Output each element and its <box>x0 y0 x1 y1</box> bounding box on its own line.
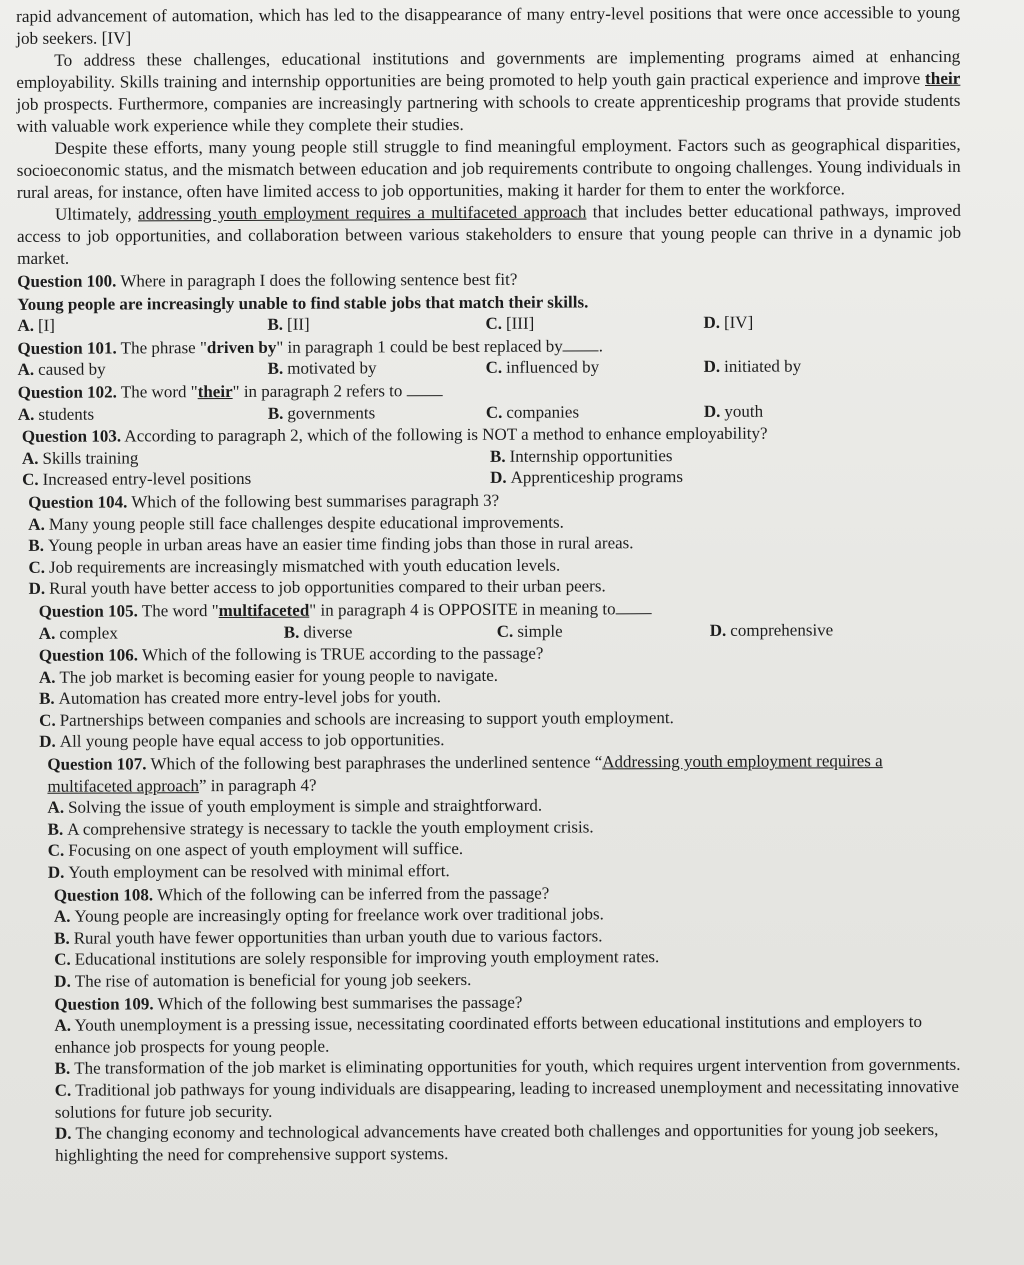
question-text: Which of the following can be inferred from the passage? <box>157 883 550 904</box>
option-a[interactable] <box>18 358 268 381</box>
question-109 <box>20 989 965 1166</box>
paragraph-4-underlined-sentence: addressing youth employment requires a multifaceted approach <box>137 202 587 224</box>
option-text: students <box>38 404 95 424</box>
option-letter: B. <box>267 359 284 379</box>
paragraph-4-text-b: that includes better educational pathways, improved access to job opportunities, and collaboration between various stakeholders to ensure that young people can thrive in a dynamic job market. <box>16 200 962 268</box>
question-text-pre: The word " <box>141 600 219 621</box>
question-101 <box>17 334 961 381</box>
option-text: Focusing on one aspect of youth employment will suffice. <box>68 839 464 861</box>
option-text: Partnerships between companies and schools are increasing to support youth employment. <box>59 707 674 730</box>
option-text: The changing economy and technological advancements have created both challenges and opportunities for young job seekers, highlighting the need for comprehensive support systems. <box>54 1120 939 1165</box>
option-d[interactable] <box>39 727 963 753</box>
option-letter: B. <box>283 622 300 642</box>
option-text: diverse <box>303 621 353 642</box>
option-letter: A. <box>17 316 34 336</box>
option-letter: C. <box>28 557 46 577</box>
option-text: companies <box>506 402 580 422</box>
option-b[interactable] <box>267 313 485 336</box>
answer-blank <box>407 381 443 396</box>
paragraph-1-tail: rapid advancement of automation, which has led to the disappearance of many entry-level positions that were once accessible to young job seekers. [IV] <box>16 2 961 48</box>
question-label: Question 100. <box>17 271 117 291</box>
option-text: governments <box>287 402 376 423</box>
option-text: Internship opportunities <box>509 445 673 466</box>
question-text: Which of the following is TRUE according to the passage? <box>141 643 544 665</box>
question-text: Which of the following best summarises paragraph 3? <box>131 490 500 512</box>
option-b[interactable] <box>490 444 926 467</box>
option-text: initiated by <box>724 356 802 377</box>
option-text: Youth employment can be resolved with minimal effort. <box>68 861 450 882</box>
option-text: A comprehensive strategy is necessary to tackle the youth employment crisis. <box>67 817 594 839</box>
option-letter: B. <box>54 1059 71 1079</box>
question-102 <box>18 378 962 425</box>
paragraph-2-reference-word: their <box>924 68 961 88</box>
question-term: their <box>197 381 233 402</box>
answer-blank <box>563 336 599 351</box>
option-d[interactable] <box>704 355 922 378</box>
option-letter: B. <box>39 689 55 709</box>
option-d[interactable] <box>710 618 923 641</box>
option-text: Rural youth have fewer opportunities than urban youth due to various factors. <box>73 926 603 948</box>
option-letter: D. <box>39 732 56 752</box>
question-label: Question 109. <box>54 993 154 1014</box>
option-text: Educational institutions are solely responsible for improving youth employment rates. <box>74 947 660 970</box>
option-c[interactable] <box>22 467 490 491</box>
question-text: Where in paragraph I does the following sentence best fit? <box>120 269 518 291</box>
option-text: Rural youth have better access to job opportunities compared to their urban peers. <box>49 576 606 599</box>
option-text: Young people are increasingly opting for freelance work over traditional jobs. <box>74 904 604 926</box>
option-a[interactable] <box>39 621 284 644</box>
option-letter: D. <box>54 971 71 991</box>
option-b[interactable] <box>268 357 486 380</box>
option-letter: A. <box>53 906 71 926</box>
option-text: caused by <box>38 359 106 380</box>
option-text: youth <box>724 401 764 421</box>
options-list <box>54 902 964 992</box>
option-text: The transformation of the job market is eliminating opportunities for youth, which requires urgent intervention from governments. <box>74 1055 961 1079</box>
option-c[interactable] <box>485 312 703 335</box>
option-letter: C. <box>54 950 71 970</box>
options-list <box>28 509 962 599</box>
question-101-stem: Question 101. The phrase "driven by" in paragraph 1 could be best replaced by . <box>17 336 604 358</box>
question-108 <box>20 880 964 992</box>
option-text: The rise of automation is beneficial for young job seekers. <box>74 969 472 991</box>
options-row <box>39 618 963 644</box>
option-letter: C. <box>496 621 514 641</box>
question-103 <box>18 422 962 491</box>
option-letter: A. <box>17 404 35 424</box>
option-d[interactable] <box>703 311 921 334</box>
option-text: [I] <box>37 315 55 336</box>
option-text: comprehensive <box>730 619 834 640</box>
option-letter: A. <box>38 667 56 687</box>
option-text: Many young people still face challenges despite educational improvements. <box>48 512 564 534</box>
question-text-pre: The word " <box>120 382 198 402</box>
option-c[interactable] <box>497 619 710 642</box>
answer-blank <box>616 599 652 614</box>
option-c[interactable] <box>486 356 704 379</box>
option-letter: C. <box>47 841 65 861</box>
paragraph-2-text-b: job prospects. Furthermore, companies are increasingly partnering with schools to create apprenticeship programs that provide students with valuable work experience while they complete their studies. <box>16 90 961 136</box>
option-letter: C. <box>39 710 56 730</box>
option-c[interactable] <box>486 400 704 423</box>
option-text: [IV] <box>723 312 754 333</box>
option-text: simple <box>517 621 563 641</box>
question-104 <box>18 488 962 600</box>
question-106 <box>19 641 963 753</box>
option-b[interactable] <box>284 620 497 643</box>
question-label: Question 102. <box>17 382 117 402</box>
paragraph-2-text-a: To address these challenges, educational institutions and governments are implementing programs aimed at enhancing employability. Skills training and internship opportunities are being promoted to help youth gain practical experience and improve <box>16 46 961 92</box>
question-quoted-sentence: Addressing youth employment requires a multifaceted approach <box>47 751 883 796</box>
option-text: Apprenticeship programs <box>510 467 683 488</box>
option-letter: D. <box>709 620 727 640</box>
question-100-stem <box>17 267 961 293</box>
question-text-post: " in paragraph 4 is OPPOSITE in meaning to <box>309 599 616 620</box>
question-text-post: " in paragraph 1 could be best replaced by <box>276 336 563 357</box>
option-letter: B. <box>47 819 64 839</box>
option-letter: C. <box>485 358 503 378</box>
option-letter: C. <box>485 402 503 422</box>
option-d[interactable] <box>490 465 926 488</box>
options-list <box>54 1011 965 1166</box>
question-text: Which of the following best summarises the passage? <box>157 992 523 1013</box>
option-letter: A. <box>38 623 56 643</box>
option-text: complex <box>59 622 118 643</box>
paragraph-2 <box>16 46 960 138</box>
option-text: Young people in urban areas have an easier time finding jobs than those in rural areas. <box>47 533 634 555</box>
question-term: multifaceted <box>218 600 310 620</box>
options-grid <box>22 444 962 491</box>
question-term: driven by <box>206 337 277 357</box>
option-letter: D. <box>47 862 65 882</box>
question-label: Question 105. <box>38 601 138 621</box>
option-letter: B. <box>28 535 45 556</box>
paragraph-4-text-a: Ultimately, <box>54 204 139 224</box>
question-text-pre: Which of the following best paraphrases the underlined sentence “ <box>150 752 603 774</box>
option-text: Automation has created more entry-level jobs for youth. <box>58 687 442 709</box>
option-d[interactable] <box>48 858 964 884</box>
option-text: [II] <box>286 314 310 334</box>
option-a[interactable] <box>22 446 490 470</box>
option-text: Increased entry-level positions <box>42 469 252 490</box>
options-list <box>47 793 963 883</box>
question-label: Question 103. <box>21 426 122 447</box>
option-b[interactable] <box>268 401 486 424</box>
option-text: All young people have equal access to job opportunities. <box>59 730 445 752</box>
question-105 <box>19 597 963 644</box>
option-letter: C. <box>54 1080 72 1100</box>
question-label: Question 108. <box>53 884 154 905</box>
question-text-post: ” in paragraph 4? <box>198 775 317 795</box>
option-a[interactable] <box>18 402 268 425</box>
question-text: According to paragraph 2, which of the following is NOT a method to enhance employability? <box>124 423 768 446</box>
option-letter: D. <box>28 579 46 599</box>
option-letter: D. <box>703 357 721 377</box>
option-letter: B. <box>54 928 70 948</box>
option-text: Youth unemployment is a pressing issue, necessitating coordinated efforts between educational institutions and employers to enhance job prospects for young people. <box>54 1012 922 1057</box>
question-sub-sentence: Young people are increasingly unable to find stable jobs that match their skills. <box>17 292 589 314</box>
option-text: influenced by <box>506 357 600 378</box>
options-row <box>17 311 961 337</box>
question-label: Question 106. <box>38 645 139 665</box>
question-100 <box>17 267 961 337</box>
paragraph-4 <box>17 200 961 270</box>
option-d[interactable] <box>54 967 964 993</box>
option-letter: A. <box>47 797 65 818</box>
option-letter: A. <box>21 448 39 468</box>
option-text: Job requirements are increasingly mismatched with youth education levels. <box>48 555 561 577</box>
question-text-post: " in paragraph 2 refers to <box>232 381 403 401</box>
option-letter: C. <box>22 470 39 490</box>
option-letter: C. <box>485 314 502 334</box>
option-text: Solving the issue of youth employment is simple and straightforward. <box>68 795 543 817</box>
option-text: motivated by <box>287 358 377 379</box>
options-row <box>18 399 962 425</box>
question-label: Question 107. <box>47 754 147 774</box>
option-text: The job market is becoming easier for young people to navigate. <box>59 665 499 687</box>
options-row <box>18 355 962 381</box>
option-letter: A. <box>28 514 45 534</box>
paragraph-3: Despite these efforts, many young people still struggle to find meaningful employment. Factors such as geographical disparities, socioeconomic status, and the mismatch between education and job requirements contribute to ongoing challenges. Young individuals in rural areas, for instance, often have limited access to job opportunities, making it harder for them to enter the workforce. <box>16 134 961 202</box>
option-d[interactable] <box>29 574 963 600</box>
option-text: [III] <box>505 313 535 333</box>
option-a[interactable] <box>54 1011 964 1058</box>
option-letter: D. <box>54 1123 72 1143</box>
option-letter: D. <box>703 313 720 333</box>
option-d[interactable] <box>704 400 922 423</box>
question-text-pre: The phrase " <box>120 337 207 358</box>
option-letter: B. <box>267 403 284 423</box>
option-d[interactable] <box>55 1119 965 1166</box>
option-letter: D. <box>703 401 721 421</box>
question-label: Question 101. <box>17 338 117 358</box>
option-text: Skills training <box>42 448 139 468</box>
option-letter: A. <box>17 360 35 380</box>
options-list <box>39 662 963 752</box>
option-letter: B. <box>489 446 506 466</box>
question-label: Question 104. <box>28 492 128 512</box>
option-text: Traditional job pathways for young individuals are disappearing, leading to increased unemployment and necessitating innovative solutions for future job security. <box>54 1076 959 1122</box>
option-letter: B. <box>267 314 284 335</box>
option-c[interactable] <box>55 1076 965 1123</box>
question-107-stem <box>47 750 963 797</box>
question-107 <box>19 750 964 884</box>
option-letter: D. <box>490 468 507 488</box>
option-a[interactable] <box>17 314 267 337</box>
option-letter: A. <box>54 1015 72 1035</box>
